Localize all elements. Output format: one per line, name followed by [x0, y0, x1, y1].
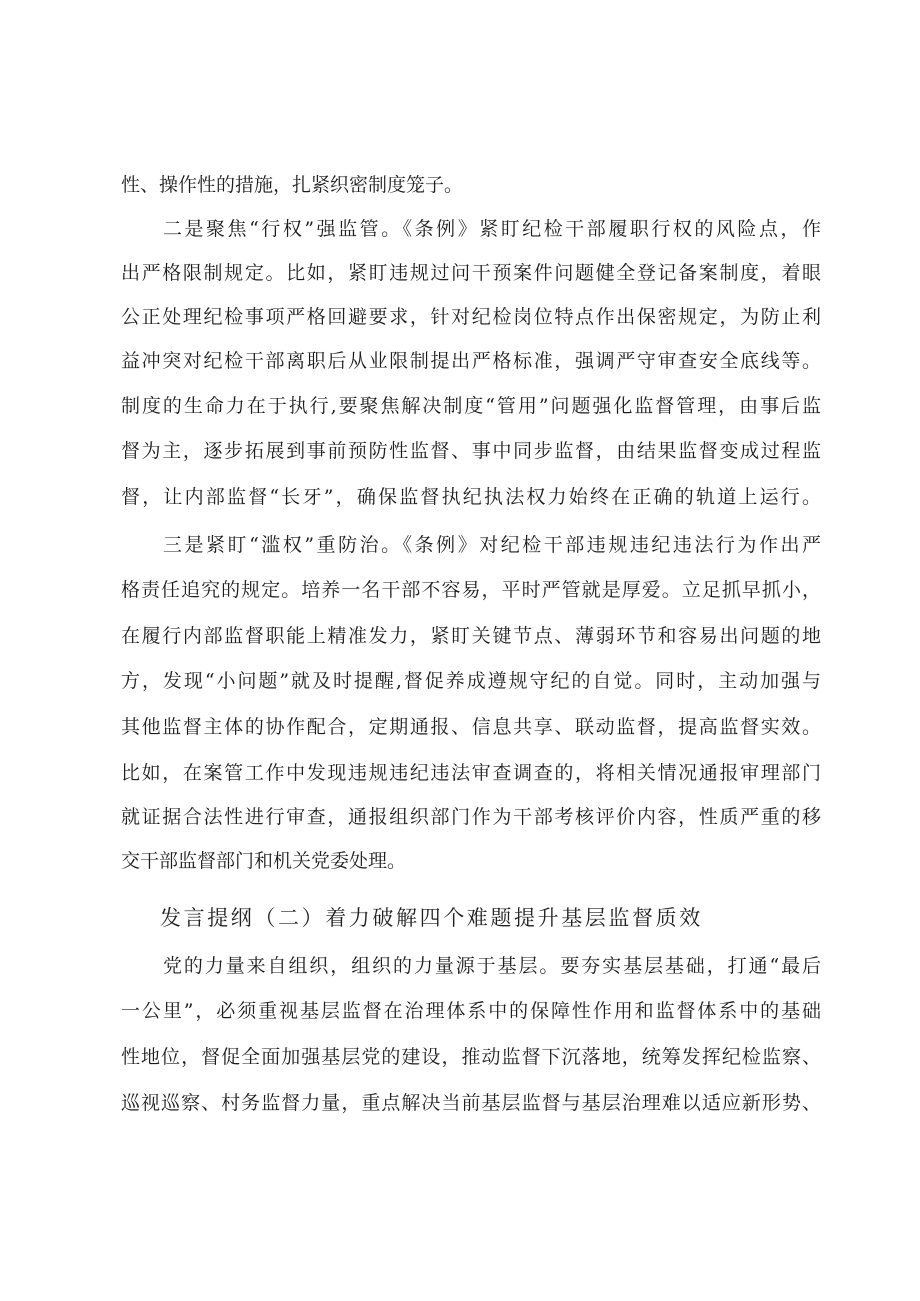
paragraph-line: 制度的生命力在于执行,要聚焦解决制度“管用”问题强化监督管理，由事后监	[121, 395, 821, 417]
paragraph-line: 出严格限制规定。比如，紧盯违规过问干预案件问题健全登记备案制度，着眼	[121, 262, 821, 284]
paragraph-line: 党的力量来自组织，组织的力量源于基层。要夯实基层基础，打通“最后	[163, 955, 821, 977]
paragraph-line: 三是紧盯“滥权”重防治。《条例》对纪检干部违规违纪违法行为作出严	[163, 534, 821, 556]
paragraph-line: 性地位，督促全面加强基层党的建设，推动监督下沉落地，统筹发挥纪检监察、	[121, 1046, 821, 1068]
paragraph-line: 在履行内部监督职能上精准发力，紧盯关键节点、薄弱环节和容易出问题的地	[121, 625, 821, 647]
paragraph-line: 比如，在案管工作中发现违规违纪违法审查调查的，将相关情况通报审理部门	[121, 762, 821, 784]
paragraph-line: 一公里”，必须重视基层监督在治理体系中的保障性作用和监督体系中的基础	[121, 1000, 821, 1022]
paragraph-line: 格责任追究的规定。培养一名干部不容易，平时严管就是厚爱。立足抓早抓小，	[121, 579, 821, 601]
paragraph-line: 督为主，逐步拓展到事前预防性监督、事中同步监督，由结果监督变成过程监	[121, 440, 821, 462]
paragraph-line: 性、操作性的措施，扎紧织密制度笼子。	[121, 174, 464, 196]
paragraph-line: 督，让内部监督“长牙”，确保监督执纪执法权力始终在正确的轨道上运行。	[121, 486, 821, 508]
paragraph-line: 公正处理纪检事项严格回避要求，针对纪检岗位特点作出保密规定，为防止利	[121, 306, 821, 328]
paragraph-line: 就证据合法性进行审查，通报组织部门作为干部考核评价内容，性质严重的移	[121, 806, 821, 828]
paragraph-line: 二是聚焦“行权”强监管。《条例》紧盯纪检干部履职行权的风险点，作	[163, 218, 821, 240]
paragraph-line: 益冲突对纪检干部离职后从业限制提出严格标准，强调严守审查安全底线等。	[121, 350, 821, 372]
section-heading: 发言提纲（二）着力破解四个难题提升基层监督质效	[160, 906, 703, 930]
paragraph-line: 其他监督主体的协作配合，定期通报、信息共享、联动监督，提高监督实效。	[121, 716, 821, 738]
paragraph-line: 交干部监督部门和机关党委处理。	[121, 850, 407, 872]
paragraph-line: 巡视巡察、村务监督力量，重点解决当前基层监督与基层治理难以适应新形势、	[121, 1092, 821, 1114]
paragraph-line: 方，发现“小问题”就及时提醒,督促养成遵规守纪的自觉。同时，主动加强与	[121, 670, 821, 692]
